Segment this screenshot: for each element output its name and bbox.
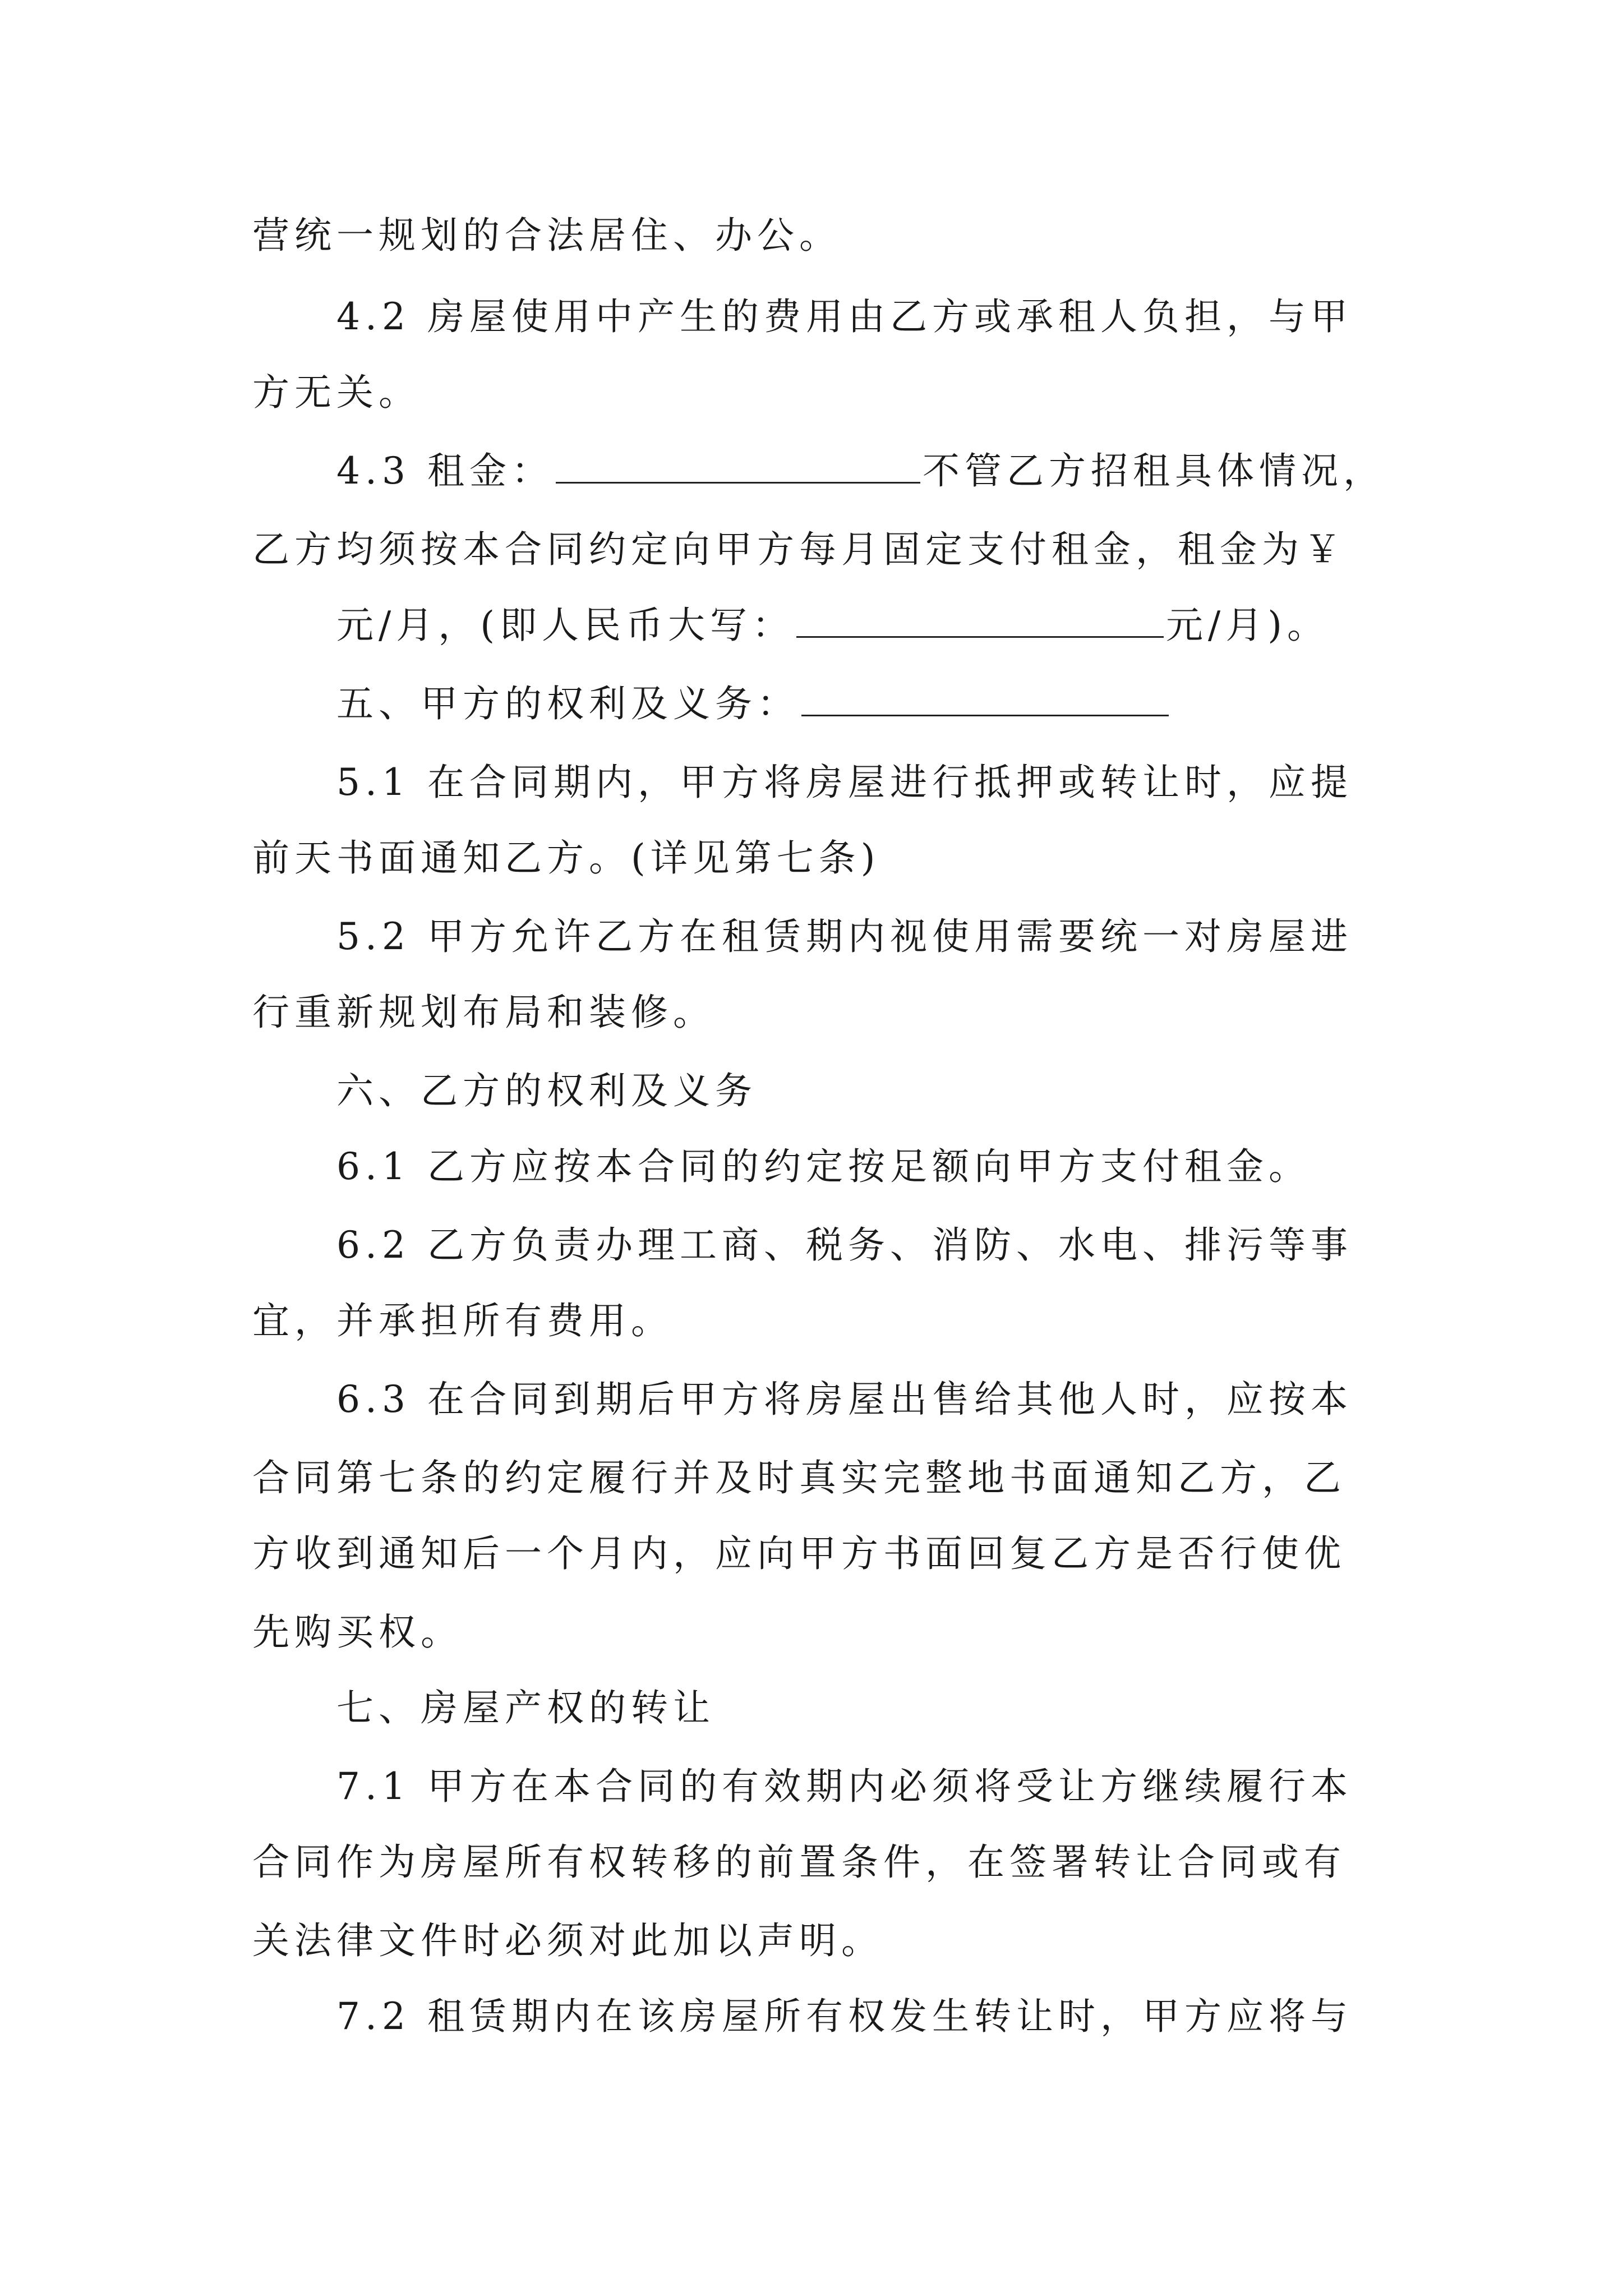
- text-line: 行重新规划布局和装修。: [252, 991, 715, 1034]
- section-5-heading: [336, 676, 1169, 732]
- rent-blank: [556, 447, 920, 484]
- clause-6-1: 6.1 乙方应按本合同的约定按足额向甲方支付租金。: [336, 1145, 1311, 1188]
- rent-unit-end: 元/月)。: [1166, 604, 1329, 647]
- clause-4-2: 4.2 房屋使用中产生的费用由乙方或承租人负担，与甲: [336, 295, 1353, 338]
- text-line: 合同作为房屋所有权转移的前置条件，在签署转让合同或有: [252, 1841, 1346, 1884]
- text-line: 方收到通知后一个月内，应向甲方书面回复乙方是否行使优: [252, 1532, 1346, 1575]
- section-6-heading: 六、乙方的权利及义务: [336, 1069, 757, 1112]
- clause-5-2: 5.2 甲方允许乙方在租赁期内视使用需要统一对房屋进: [336, 915, 1353, 958]
- clause-6-3: 6.3 在合同到期后甲方将房屋出售给其他人时，应按本: [336, 1378, 1353, 1421]
- text-line: 关法律文件时必须对此加以声明。: [252, 1919, 883, 1962]
- text-line: 宜，并承担所有费用。: [252, 1299, 673, 1342]
- section-5-title: 五、甲方的权利及义务：: [336, 682, 799, 725]
- clause-5-1: 5.1 在合同期内，甲方将房屋进行抵押或转让时，应提: [336, 761, 1353, 804]
- text-line: 方无关。: [252, 371, 421, 414]
- text-line: 乙方均须按本合同约定向甲方每月固定支付租金，租金为￥: [252, 528, 1346, 571]
- clause-7-2: 7.2 租赁期内在该房屋所有权发生转让时，甲方应将与: [336, 1995, 1353, 2038]
- rent-uppercase-blank: [796, 601, 1164, 638]
- text-line: 营统一规划的合法居住、办公。: [252, 214, 841, 257]
- rent-label: 4.3 租金：: [336, 449, 554, 493]
- clause-6-2: 6.2 乙方负责办理工商、税务、消防、水电、排污等事: [336, 1223, 1353, 1267]
- rent-note: 不管乙方招租具体情况，: [922, 449, 1385, 493]
- text-line: 先购买权。: [252, 1611, 463, 1654]
- rent-unit-label: 元/月，(即人民币大写：: [336, 604, 794, 647]
- section-5-blank: [801, 680, 1169, 716]
- section-7-heading: 七、房屋产权的转让: [336, 1686, 715, 1729]
- text-line: 合同第七条的约定履行并及时真实完整地书面通知乙方，乙: [252, 1456, 1346, 1499]
- text-line: 前天书面通知乙方。(详见第七条): [252, 836, 880, 880]
- clause-7-1: 7.1 甲方在本合同的有效期内必须将受让方继续履行本: [336, 1765, 1353, 1808]
- clause-4-3: [336, 443, 1385, 499]
- rent-amount-line: [336, 597, 1329, 654]
